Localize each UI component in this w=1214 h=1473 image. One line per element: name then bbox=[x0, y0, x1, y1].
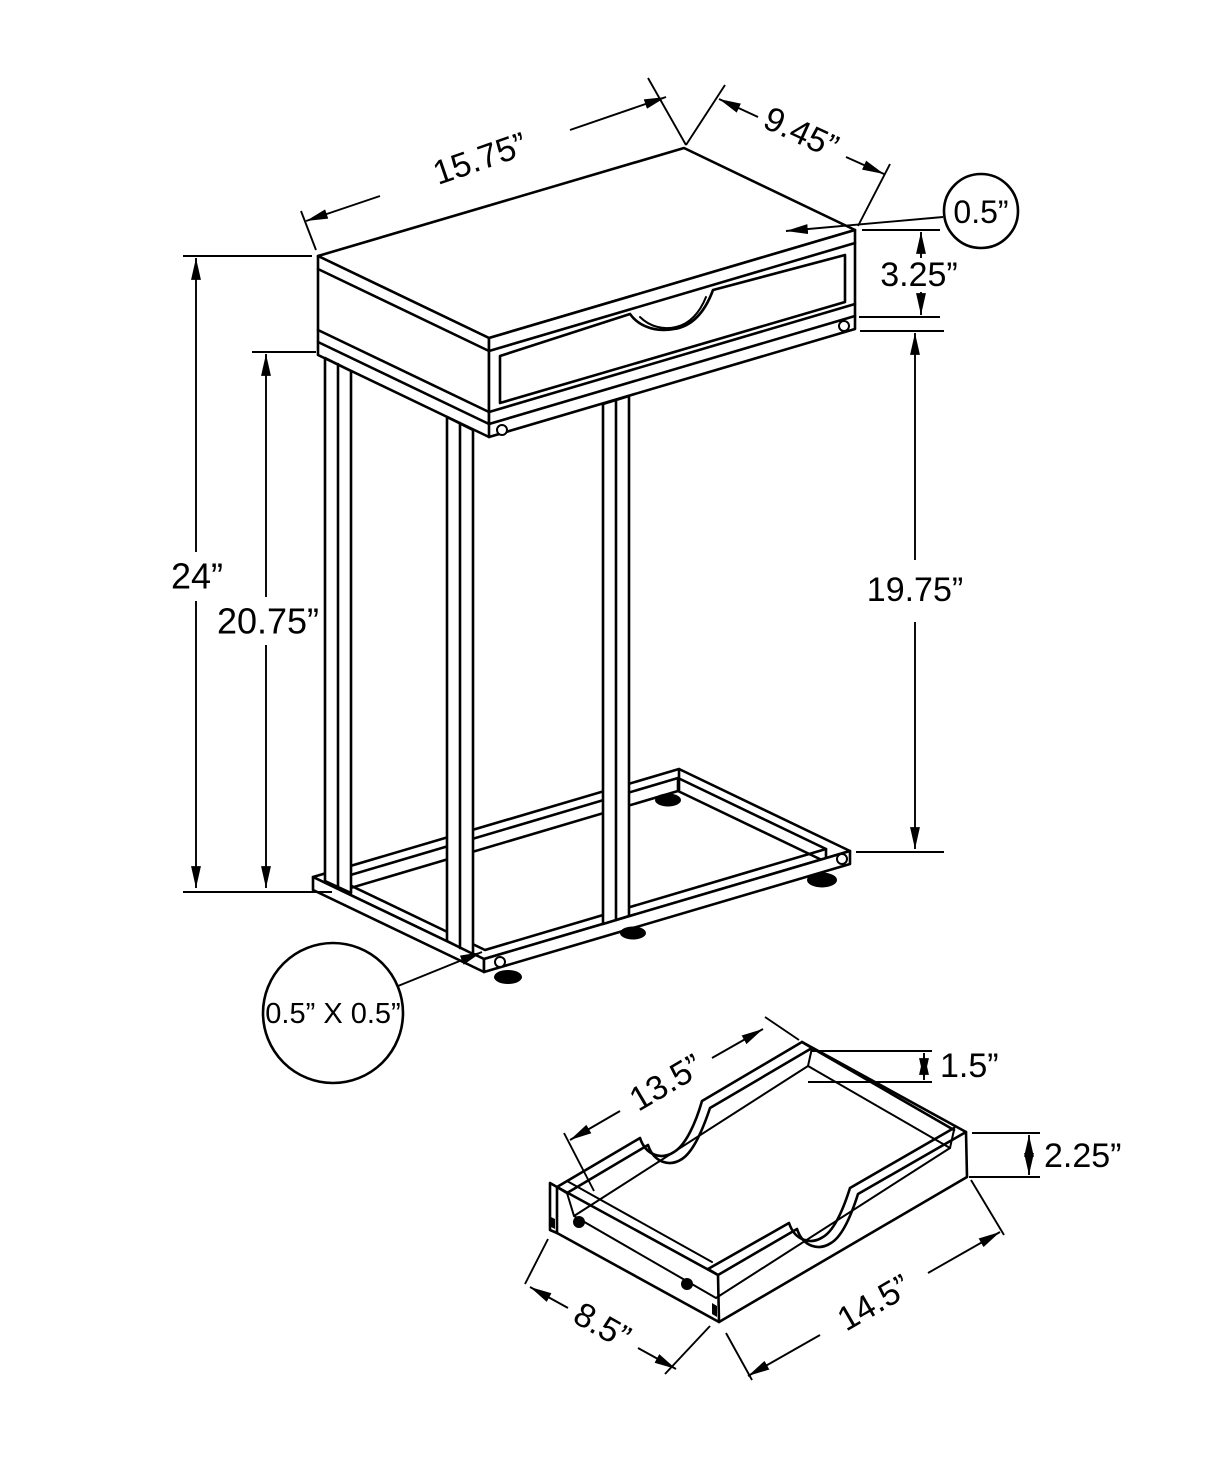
dim-label-top-length: 15.75” bbox=[428, 125, 532, 193]
dimension-line bbox=[748, 1335, 820, 1376]
dim-label-depth: 8.5” bbox=[567, 1295, 637, 1357]
dimension-line bbox=[306, 196, 380, 221]
dimension-line bbox=[712, 1029, 763, 1058]
dim-clearance-height bbox=[856, 331, 963, 852]
base-frame bbox=[313, 769, 850, 984]
dim-label-apron-height: 3.25” bbox=[880, 256, 958, 294]
dimension-line bbox=[530, 1287, 568, 1308]
dim-label-back-height: 1.5” bbox=[940, 1047, 999, 1085]
dim-label-outer-length: 14.5” bbox=[830, 1267, 918, 1339]
screw-hole-rail-right bbox=[839, 321, 849, 331]
dim-label-inner-length: 13.5” bbox=[622, 1046, 710, 1120]
screw-hole-base-front bbox=[495, 957, 505, 967]
dimension-line bbox=[719, 99, 758, 117]
extension-line bbox=[648, 78, 686, 145]
dimension-line bbox=[846, 157, 884, 174]
dim-label-side-height: 2.25” bbox=[1044, 1137, 1122, 1175]
dim-drawer-side-height bbox=[969, 1133, 1122, 1177]
foot-middle bbox=[620, 927, 646, 940]
dim-frame-height bbox=[217, 352, 319, 888]
foot-right bbox=[807, 873, 837, 888]
dim-label-overall-height: 24” bbox=[170, 555, 224, 597]
dimension-line bbox=[928, 1232, 1000, 1273]
screw-hole-rail-left bbox=[497, 425, 507, 435]
dimension-line bbox=[570, 1111, 620, 1140]
drawer-front-corner-edge bbox=[718, 1275, 719, 1322]
drawer-view bbox=[525, 1017, 1122, 1380]
foot-back bbox=[655, 794, 681, 807]
foot-front bbox=[494, 970, 522, 984]
extension-line bbox=[858, 164, 890, 226]
dim-label-tube-size: 0.5” X 0.5” bbox=[265, 998, 401, 1030]
extension-line bbox=[765, 1017, 799, 1040]
dim-label-top-thickness: 0.5” bbox=[953, 194, 1009, 230]
extension-line bbox=[301, 211, 316, 250]
dimension-line bbox=[570, 97, 666, 130]
extension-line bbox=[971, 1180, 1004, 1235]
dim-label-clearance-height: 19.75” bbox=[866, 571, 964, 609]
base-inner-right-edge bbox=[678, 791, 826, 862]
drawer-knob-hole-upper bbox=[573, 1216, 585, 1228]
leader-line bbox=[398, 952, 482, 986]
dim-apron-height bbox=[859, 230, 958, 317]
drawer-knob-hole-lower bbox=[681, 1278, 693, 1290]
base-front-rail-face bbox=[484, 851, 850, 972]
dim-label-top-depth: 9.45” bbox=[757, 99, 845, 167]
dim-label-frame-height: 20.75” bbox=[216, 600, 320, 642]
screw-hole-base-right bbox=[837, 854, 847, 864]
extension-line bbox=[525, 1239, 548, 1284]
drawer-body-outline bbox=[557, 1042, 967, 1322]
extension-line bbox=[686, 85, 725, 145]
table-top-box bbox=[318, 148, 855, 437]
table-view bbox=[171, 78, 1018, 1083]
extension-line bbox=[726, 1333, 752, 1380]
callout-tube-size bbox=[263, 943, 482, 1083]
dimension-line bbox=[638, 1348, 676, 1369]
